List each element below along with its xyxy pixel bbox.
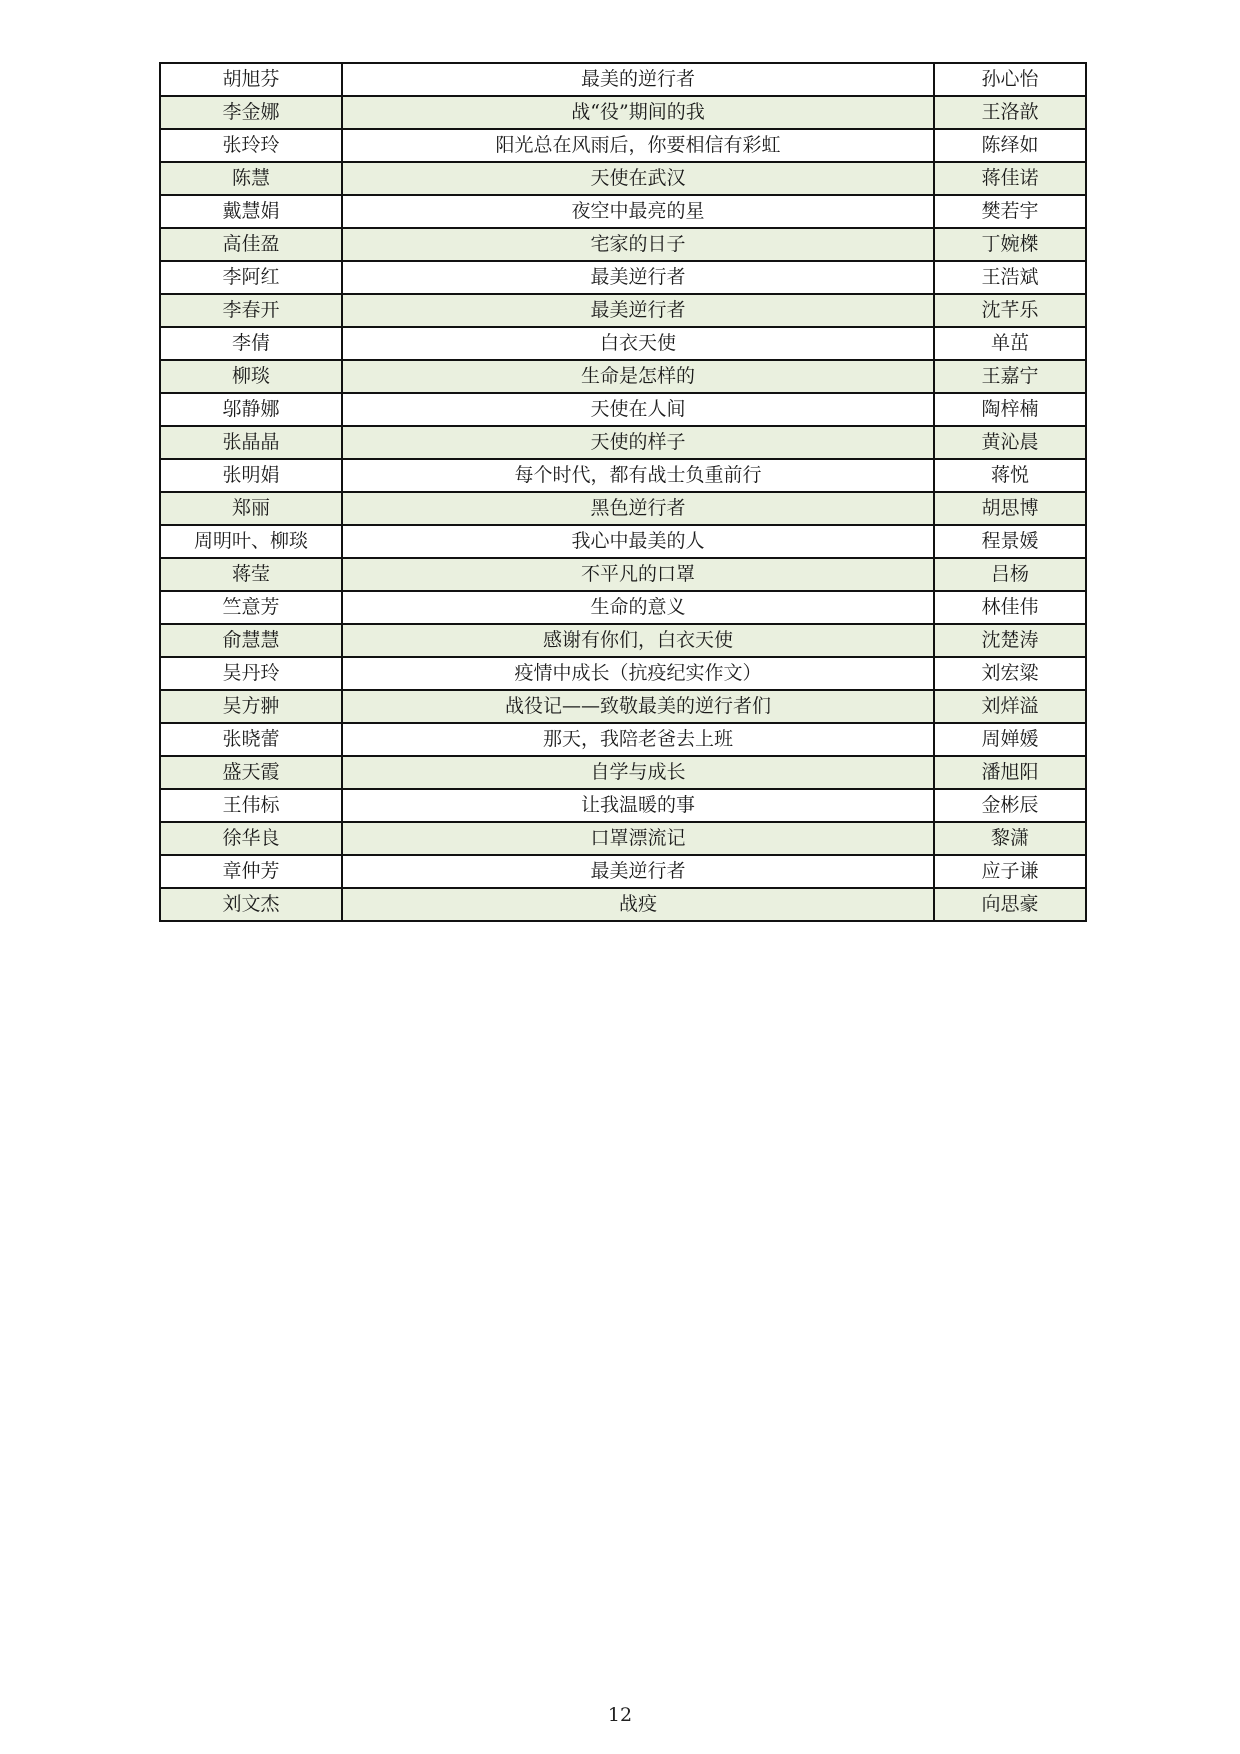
table-row: [160, 96, 1086, 129]
teacher-cell: 徐华良: [160, 822, 342, 855]
student-cell: 黄沁晨: [934, 426, 1086, 459]
table-row: [160, 525, 1086, 558]
student-cell: 王嘉宁: [934, 360, 1086, 393]
table-row: [160, 63, 1086, 96]
title-cell: 自学与成长: [342, 756, 934, 789]
teacher-cell: 张晓蕾: [160, 723, 342, 756]
table-row: [160, 789, 1086, 822]
teacher-cell: 俞慧慧: [160, 624, 342, 657]
table-row: [160, 393, 1086, 426]
title-cell: 最美逆行者: [342, 294, 934, 327]
title-cell: 感谢有你们，白衣天使: [342, 624, 934, 657]
title-cell: 战疫: [342, 888, 934, 921]
student-cell: 刘宏粱: [934, 657, 1086, 690]
teacher-cell: 章仲芳: [160, 855, 342, 888]
table-row: [160, 723, 1086, 756]
table-row: [160, 294, 1086, 327]
student-cell: 周婵媛: [934, 723, 1086, 756]
table-row: [160, 129, 1086, 162]
teacher-cell: 高佳盈: [160, 228, 342, 261]
student-cell: 程景媛: [934, 525, 1086, 558]
table-row: [160, 162, 1086, 195]
student-cell: 刘烊溢: [934, 690, 1086, 723]
student-cell: 孙心怡: [934, 63, 1086, 96]
teacher-cell: 戴慧娟: [160, 195, 342, 228]
student-cell: 林佳伟: [934, 591, 1086, 624]
title-cell: 口罩漂流记: [342, 822, 934, 855]
table-row: [160, 360, 1086, 393]
title-cell: 不平凡的口罩: [342, 558, 934, 591]
title-cell: 黑色逆行者: [342, 492, 934, 525]
title-cell: 战“役”期间的我: [342, 96, 934, 129]
student-cell: 蒋佳诺: [934, 162, 1086, 195]
table-row: [160, 591, 1086, 624]
title-cell: 疫情中成长（抗疫纪实作文）: [342, 657, 934, 690]
table-row: [160, 657, 1086, 690]
title-cell: 生命是怎样的: [342, 360, 934, 393]
table-row: [160, 228, 1086, 261]
teacher-cell: 张晶晶: [160, 426, 342, 459]
table-row: [160, 492, 1086, 525]
table-row: [160, 756, 1086, 789]
student-cell: 陶梓楠: [934, 393, 1086, 426]
teacher-cell: 盛天霞: [160, 756, 342, 789]
teacher-cell: 竺意芳: [160, 591, 342, 624]
title-cell: 宅家的日子: [342, 228, 934, 261]
teacher-cell: 陈慧: [160, 162, 342, 195]
student-cell: 蒋悦: [934, 459, 1086, 492]
student-cell: 陈绎如: [934, 129, 1086, 162]
teacher-cell: 张明娟: [160, 459, 342, 492]
title-cell: 我心中最美的人: [342, 525, 934, 558]
student-cell: 应子谦: [934, 855, 1086, 888]
table-row: [160, 855, 1086, 888]
teacher-cell: 李金娜: [160, 96, 342, 129]
page-number: 12: [607, 1704, 633, 1726]
teacher-cell: 邬静娜: [160, 393, 342, 426]
student-cell: 黎潇: [934, 822, 1086, 855]
student-cell: 王洛歆: [934, 96, 1086, 129]
table-row: [160, 426, 1086, 459]
teacher-cell: 周明叶、柳琰: [160, 525, 342, 558]
table-row: [160, 690, 1086, 723]
teacher-cell: 吴丹玲: [160, 657, 342, 690]
teacher-cell: 吴方翀: [160, 690, 342, 723]
teacher-cell: 李阿红: [160, 261, 342, 294]
title-cell: 天使在人间: [342, 393, 934, 426]
student-cell: 潘旭阳: [934, 756, 1086, 789]
student-cell: 沈楚涛: [934, 624, 1086, 657]
teacher-cell: 胡旭芬: [160, 63, 342, 96]
title-cell: 夜空中最亮的星: [342, 195, 934, 228]
table-row: [160, 888, 1086, 921]
title-cell: 每个时代，都有战士负重前行: [342, 459, 934, 492]
table-row: [160, 822, 1086, 855]
teacher-cell: 李倩: [160, 327, 342, 360]
student-cell: 樊若宇: [934, 195, 1086, 228]
student-cell: 单茁: [934, 327, 1086, 360]
title-cell: 天使在武汉: [342, 162, 934, 195]
student-cell: 金彬辰: [934, 789, 1086, 822]
title-cell: 最美的逆行者: [342, 63, 934, 96]
teacher-cell: 柳琰: [160, 360, 342, 393]
student-cell: 王浩斌: [934, 261, 1086, 294]
teacher-cell: 张玲玲: [160, 129, 342, 162]
teacher-cell: 蒋莹: [160, 558, 342, 591]
title-cell: 战役记——致敬最美的逆行者们: [342, 690, 934, 723]
table-row: [160, 327, 1086, 360]
title-cell: 生命的意义: [342, 591, 934, 624]
award-table: [159, 62, 1087, 922]
teacher-cell: 郑丽: [160, 492, 342, 525]
title-cell: 最美逆行者: [342, 261, 934, 294]
table-row: [160, 624, 1086, 657]
award-table-body: [160, 63, 1086, 921]
table-row: [160, 459, 1086, 492]
table-row: [160, 261, 1086, 294]
title-cell: 阳光总在风雨后，你要相信有彩虹: [342, 129, 934, 162]
student-cell: 沈芊乐: [934, 294, 1086, 327]
title-cell: 让我温暖的事: [342, 789, 934, 822]
student-cell: 丁婉榤: [934, 228, 1086, 261]
teacher-cell: 王伟标: [160, 789, 342, 822]
table-row: [160, 558, 1086, 591]
student-cell: 吕杨: [934, 558, 1086, 591]
title-cell: 那天，我陪老爸去上班: [342, 723, 934, 756]
teacher-cell: 刘文杰: [160, 888, 342, 921]
table-row: [160, 195, 1086, 228]
teacher-cell: 李春开: [160, 294, 342, 327]
title-cell: 白衣天使: [342, 327, 934, 360]
title-cell: 天使的样子: [342, 426, 934, 459]
title-cell: 最美逆行者: [342, 855, 934, 888]
student-cell: 向思豪: [934, 888, 1086, 921]
student-cell: 胡思博: [934, 492, 1086, 525]
